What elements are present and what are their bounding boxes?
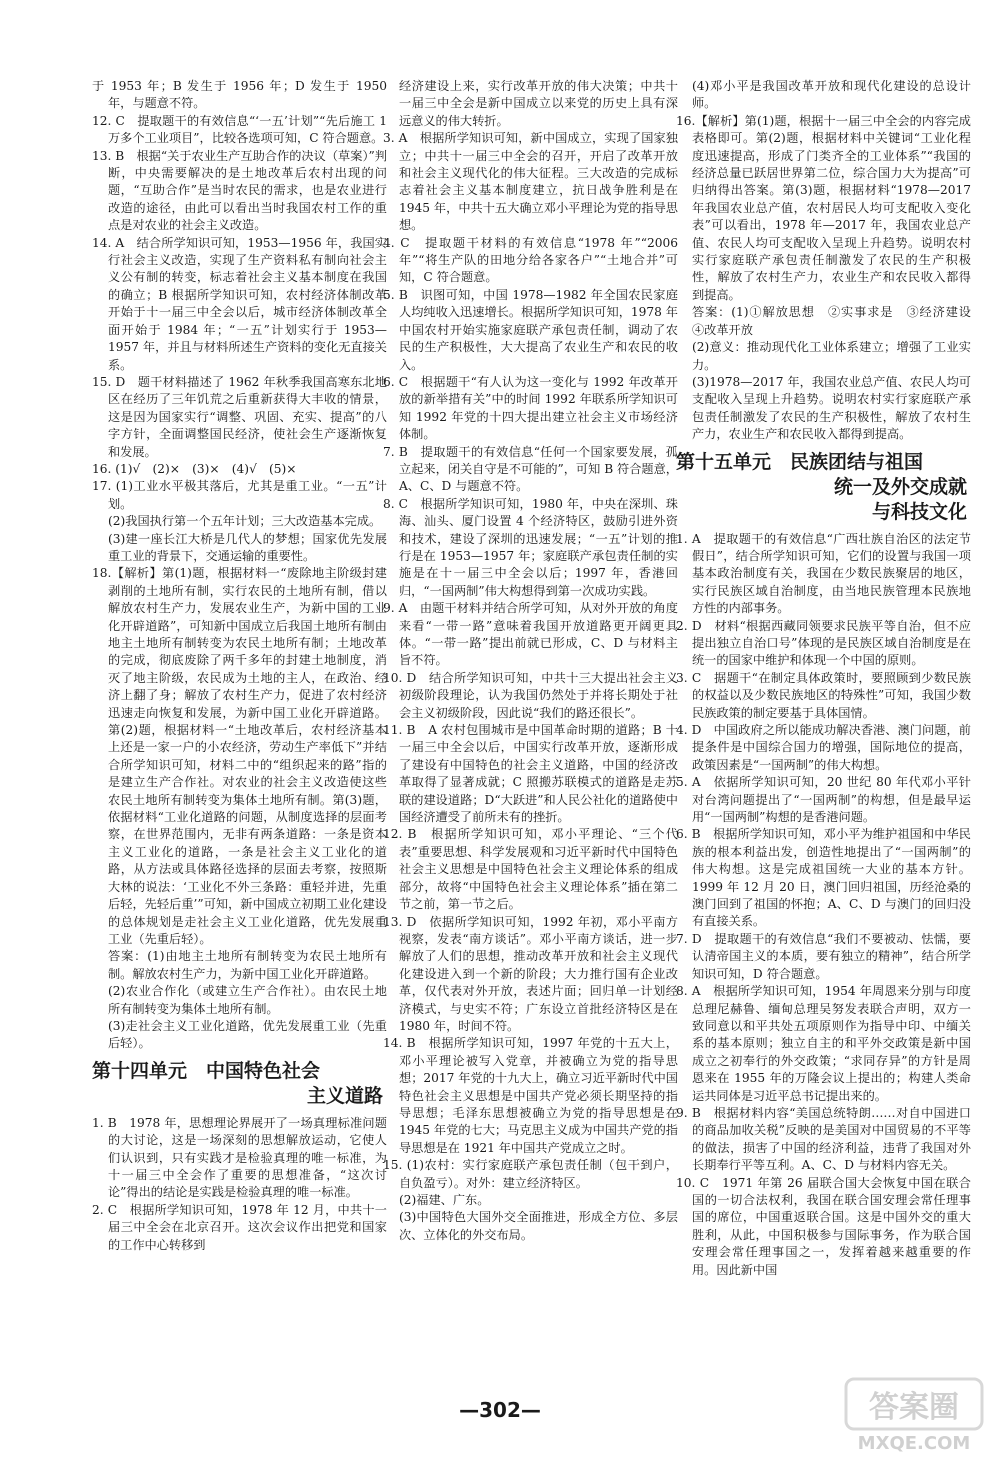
answer-item: 3. C 据题干“在制定具体政策时，要照顾到少数民族的权益以及少数民族地区的特殊性”可知，我国少数民族政策的制定要基于具体国情。: [676, 670, 971, 720]
answer-item: 经济建设上来，实行改革开放的伟大决策；中共十一届三中全会是新中国成立以来党的历史上具有深远意义的伟大转折。: [399, 79, 678, 128]
answer-item: 9. B 根据材料内容“美国总统特朗……对自中国进口的商品加收关税”反映的是美国对中国贸易的不平等的做法，损害了中国的经济利益，违背了我国对外长期奉行平等互利。A、C、D 与材料内容无关。: [676, 1105, 971, 1173]
answer-item: 于 1953 年；B 发生于 1956 年；D 发生于 1950 年，与题意不符。: [92, 79, 387, 111]
answer-item: 16. (1)√ (2)× (3)× (4)√ (5)×: [92, 461, 297, 476]
answer-item: 12. B 根据所学知识可知，邓小平理论、“三个代表”重要思想、科学发展观和习近平新时代中国特色社会主义思想是中国特色社会主义理论体系的组成部分，故将“中国特色社会主义理论体系”插在第二节之前，第一节之后。: [383, 827, 678, 912]
answer-item: 7. B 提取题干的有效信息“任何一个国家要发展，孤立起来，闭关自守是不可能的”，可知 B 符合题意，A、C、D 与题意不符。: [383, 444, 678, 494]
answer-item: (2)农业合作化（或建立生产合作社）。由农民土地所有制转变为集体土地所有制。: [108, 984, 387, 1016]
answer-list: [676, 78, 984, 444]
unit-heading-14: [92, 1059, 387, 1109]
answer-item: 14. B 根据所学知识可知，1997 年党的十五大上，邓小平理论被写入党章，并被确立为党的指导思想；2017 年党的十九大上，确立习近平新时代中国特色社会主义思想是中国共产党必须长期坚持的指导思想；毛泽东思想被确立为党的指导思想是在 1945 年党的七大；马克思主义成为中国共产党的指导思想是在 1921 年中国共产党成立之时。: [383, 1036, 678, 1155]
answer-item: 8. C 根据所学知识可知，1980 年，中央在深圳、珠海、汕头、厦门设置 4 个经济特区，鼓励引进外资和技术，建设了深圳的迅速发展；“一五”计划的推行是在 1953—1957 年；家庭联产承包责任制的实施是在十一届三中全会以后；1997 年，香港回归，“一国两制”伟大构想得到第一次成功实践。: [383, 496, 678, 598]
answer-list: [92, 78, 387, 1053]
column-right: [676, 78, 984, 1428]
column-middle: [383, 78, 678, 1428]
unit-heading-line: 主义道路: [306, 1084, 383, 1107]
answer-list: [92, 1115, 387, 1254]
watermark-logo: [844, 1377, 984, 1455]
answer-item: 15. (1)农村：实行家庭联产承包责任制（包干到户，自负盈亏）。对外：建立经济特区。: [383, 1158, 678, 1190]
answer-item: (3)中国特色大国外交全面推进，形成全方位、多层次、立体化的外交布局。: [399, 1210, 678, 1242]
answer-item: 13. B 根据“关于农业生产互助合作的决议（草案）”判断，中央需要解决的是土地改革后农村出现的问题，“互助合作”是当时农民的需求，也是农业进行改造的途径，由此可以看出当时我国农村工作的重点是对农业的社会主义改造。: [92, 148, 387, 233]
answer-item: (2)福建、广东。: [399, 1193, 490, 1207]
answer-item: 2. C 根据所学知识可知，1978 年 12 月，中共十一届三中全会在北京召开。这次会议作出把党和国家的工作中心转移到: [92, 1202, 387, 1252]
answer-item: 5. B 识图可知，中国 1978—1982 年全国农民家庭人均纯收入迅速增长。根据所学知识可知，1978 年中国农村开始实施家庭联产承包责任制，调动了农民的生产积极性，大大提高了农业生产和农民的收入。: [383, 287, 678, 372]
answer-item: 6. B 根据所学知识可知，邓小平为维护祖国和中华民族的根本利益出发，创造性地提出了“一国两制”的伟大构想。这是完成祖国统一大业的基本方针。1999 年 12 月 20 日，澳门回归祖国，历经沧桑的澳门回到了祖国的怀抱；A、C、D 与澳门的回归没有直接关系。: [676, 827, 971, 929]
unit-heading-line: 第十五单元 民族团结与祖国: [676, 450, 924, 473]
answer-item: 15. D 题干材料描述了 1962 年秋季我国高寒东北地区在经历了三年饥荒之后重新获得大丰收的情景，这是因为国家实行“调整、巩固、充实、提高”的八字方针，全面调整国民经济，使社会生产逐渐恢复和发展。: [92, 374, 387, 459]
answer-item: 4. D 中国政府之所以能成功解决香港、澳门问题，前提条件是中国综合国力的增强，国际地位的提高，政策因素是“一国两制”的伟大构想。: [676, 723, 971, 772]
watermark-text: 答案圈: [869, 1390, 959, 1425]
answer-item: 3. A 根据所学知识可知，新中国成立，实现了国家独立；中共十一届三中全会的召开，开启了改革开放和社会主义现代化的伟大征程。三大改造的完成标志着社会主义基本制度建立，抗日战争胜利是在 1945 年，中共十五大确立邓小平理论为党的指导思想。: [383, 131, 678, 233]
answer-item: (3)1978—2017 年，我国农业总产值、农民人均可支配收入呈现上升趋势。说明农村实行家庭联产承包责任制激发了农民的生产积极性，解放了农村生产力，农业生产和农民收入都得到提高。: [692, 374, 971, 442]
answer-list: [676, 531, 971, 1279]
answer-item: 2. D 材料“根据西藏同领要求民族平等自治，但不应提出独立自治口号”体现的是民族区域自治制度是在统一的国家中维护和体现一个中国的原则。: [676, 618, 971, 668]
answer-item: 11. B A 农村包围城市是中国革命时期的道路；B 十一届三中全会以后，中国实行改革开放，逐渐形成了建设有中国特色的社会主义道路，中国的经济改革取得了显著成就；C 照搬苏联模式的道路是走苏联的建设道路；D“大跃进”和人民公社化的道路使中国经济遭受了前所未有的挫折。: [383, 723, 678, 825]
answer-item: (2)我国执行第一个五年计划；三大改造基本完成。: [108, 514, 382, 529]
answer-item: 8. A 根据所学知识可知，1954 年周恩来分别与印度总理尼赫鲁、缅甸总理吴努发表联合声明，双方一致同意以和平共处五项原则作为指导中印、中缅关系的基本原则；独立自主的和平外交政策是新中国成立之初奉行的外交政策；“求同存异”的方针是周恩来在 1955 年的万隆会议上提出的；构建人类命运共同体是习近平总书记提出来的。: [676, 984, 971, 1103]
answer-item: 17. (1)工业水平极其落后，尤其是重工业。“一五”计划。: [92, 479, 387, 511]
watermark-domain: MXQE.COM: [857, 1433, 971, 1454]
answer-item: (3)建一座长江大桥是几代人的梦想；国家优先发展重工业的背景下，交通运输的重要性。: [108, 531, 387, 563]
answer-item: 18.【解析】第(1)题，根据材料一“废除地主阶级封建剥削的土地所有制，实行农民的土地所有制，借以解放农村生产力，发展农业生产，为新中国的工业化开辟道路”，可知新中国成立后我国土地所有制由地主土地所有制转变为农民土地所有制；土地改革的完成，彻底废除了两千多年的封建土地制度，消灭了地主阶级，农民成为土地的主人，在政治、经济上翻了身；解放了农村生产力，促进了农村经济迅速走向恢复和发展，为新中国工业化开辟道路。第(2)题，根据材料一“土地改革后，农村经济基本上还是一家一户的小农经济，劳动生产率低下”并结合所学知识可知，材料二中的“组织起来的路”指的是建立生产合作社。对农业的社会主义改造使这些农民土地所有制转变为集体土地所有制。第(3)题，依据材料“工业化道路的问题，从制度选择的层面考察，在世界范围内，无非有两条道路：一条是资本主义工业化的道路，一条是社会主义工业化的道路，从方法或具体路径选择的层面去考察，按照斯大林的说法：‘工业化不外三条路：重轻并进，先重后轻，先轻后重’”可知，新中国成立初期工业化建设的总体规划是走社会主义工业化道路，优先发展重工业（先重后轻）。: [92, 566, 387, 946]
answer-item: 9. A 由题干材料并结合所学可知，从对外开放的角度来看“一带一路”意味着我国开放道路更开阔更具体。“一带一路”提出前就已形成，C、D 与材料主旨不符。: [383, 601, 678, 668]
answer-item: 1. B 1978 年，思想理论界展开了一场真理标准问题的大讨论，这是一场深刻的思想解放运动，它使人们认识到，只有实践才是检验真理的唯一标准，为十一届三中全会作了重要的思想准备，“这次讨论”得出的结论是实践是检验真理的唯一标准。: [92, 1115, 387, 1200]
answer-list: [383, 78, 678, 1244]
column-left: [92, 78, 387, 1428]
answer-item: 16.【解析】第(1)题，根据十一届三中全会的内容完成表格即可。第(2)题，根据材料中关键词“工业化程度迅速提高，形成了门类齐全的工业体系”“我国的经济总量已跃居世界第二位，综合国力大为提高”可归纳得出答案。第(3)题，根据材料“1978—2017 年我国农业总产值，农村居民人均可支配收入变化表”可以看出，1978 年—2017 年，我国农业总产值、农民人均可支配收入呈现上升趋势。说明农村实行家庭联产承包责任制激发了农民的生产积极性，解放了农村生产力，农业生产和农民收入都得到提高。: [676, 113, 971, 302]
answer-item: 6. C 根据题干“有人认为这一变化与 1992 年改革开放的新举措有关”中的时间 1992 年联系所学知识可知 1992 年党的十四大提出建立社会主义市场经济体制。: [383, 374, 678, 442]
answer-item: (2)意义：推动现代化工业体系建立；增强了工业实力。: [692, 340, 971, 372]
unit-heading-line: 第十四单元 中国特色社会: [92, 1059, 321, 1082]
answer-item: 7. D 提取题干的有效信息“我们不要被动、怯懦，要认清帝国主义的本质，要有独立的精神”，结合所学知识可知，D 符合题意。: [676, 931, 971, 981]
unit-heading-line: 统一及外交成就: [833, 475, 967, 498]
answer-item: 5. A 依据所学知识可知，20 世纪 80 年代邓小平针对台湾问题提出了“一国两制”的构想，但是最早运用“一国两制”构想的是香港问题。: [676, 775, 971, 825]
answer-item: 1. A 提取题干的有效信息“广西壮族自治区的法定节假日”，结合所学知识可知，它们的设置与我国一项基本政治制度有关，我国在少数民族聚居的地区，实行民族区域自治制度，由当地民族管理本民族地方性的内部事务。: [676, 531, 971, 616]
answer-item: (3)走社会主义工业化道路，优先发展重工业（先重后轻）。: [108, 1018, 387, 1051]
unit-heading-line: 与科技文化: [871, 500, 967, 523]
page-number: —302—: [459, 1398, 541, 1422]
answer-item: (4)邓小平是我国改革开放和现代化建设的总设计师。: [692, 79, 971, 111]
answer-item: 14. A 结合所学知识可知，1953—1956 年，我国实行社会主义改造，实现了生产资料私有制向社会主义公有制的转变，标志着社会主义基本制度在我国的确立；B 根据所学知识可知，农村经济体制改革开始于十一届三中全会以后，城市经济体制改革全面开始于 1984 年；“一五”计划实行于 1953—1957 年，并且与材料所述生产资料的变化无直接关系。: [92, 235, 387, 372]
answer-item: 答案：(1)①解放思想 ②实事求是 ③经济建设 ④改革开放: [692, 305, 984, 337]
answer-item: 4. C 提取题干材料的有效信息“1978 年”“2006 年”“将生产队的田地分给各家各户”“土地合并”可知，C 符合题意。: [383, 235, 678, 285]
unit-heading-15: [676, 450, 971, 525]
answer-item: 12. C 提取题干的有效信息“‘一五’计划”“先后施工 1 万多个工业项目”，比较各选项可知，C 符合题意。: [92, 113, 387, 146]
answer-item: 答案：(1)由地主土地所有制转变为农民土地所有制。解放农村生产力，为新中国工业化开辟道路。: [108, 949, 387, 981]
answer-item: 10. C 1971 年第 26 届联合国大会恢复中国在联合国的一切合法权利，我国在联合国安理会常任理事国的席位，中国重返联合国。这是中国外交的重大胜利，从此，中国积极参与国际事务，作为联合国安理会常任理事国之一，发挥着越来越重要的作用。因此新中国: [676, 1175, 971, 1277]
answer-item: 10. D 结合所学知识可知，中共十三大提出社会主义初级阶段理论，认为我国仍然处于并将长期处于社会主义初级阶段，因此说“我们的路还很长”。: [383, 670, 678, 720]
answer-item: 13. D 依据所学知识可知，1992 年初，邓小平南方视察，发表“南方谈话”。邓小平南方谈话，进一步解放了人们的思想，推动改革开放和社会主义现代化建设进入到一个新的阶段；大力推行国有企业改革，仅代表对外开放，表述片面；回归单一计划经济模式，与史实不符；广东设立首批经济特区是在 1980 年，时间不符。: [383, 914, 678, 1033]
